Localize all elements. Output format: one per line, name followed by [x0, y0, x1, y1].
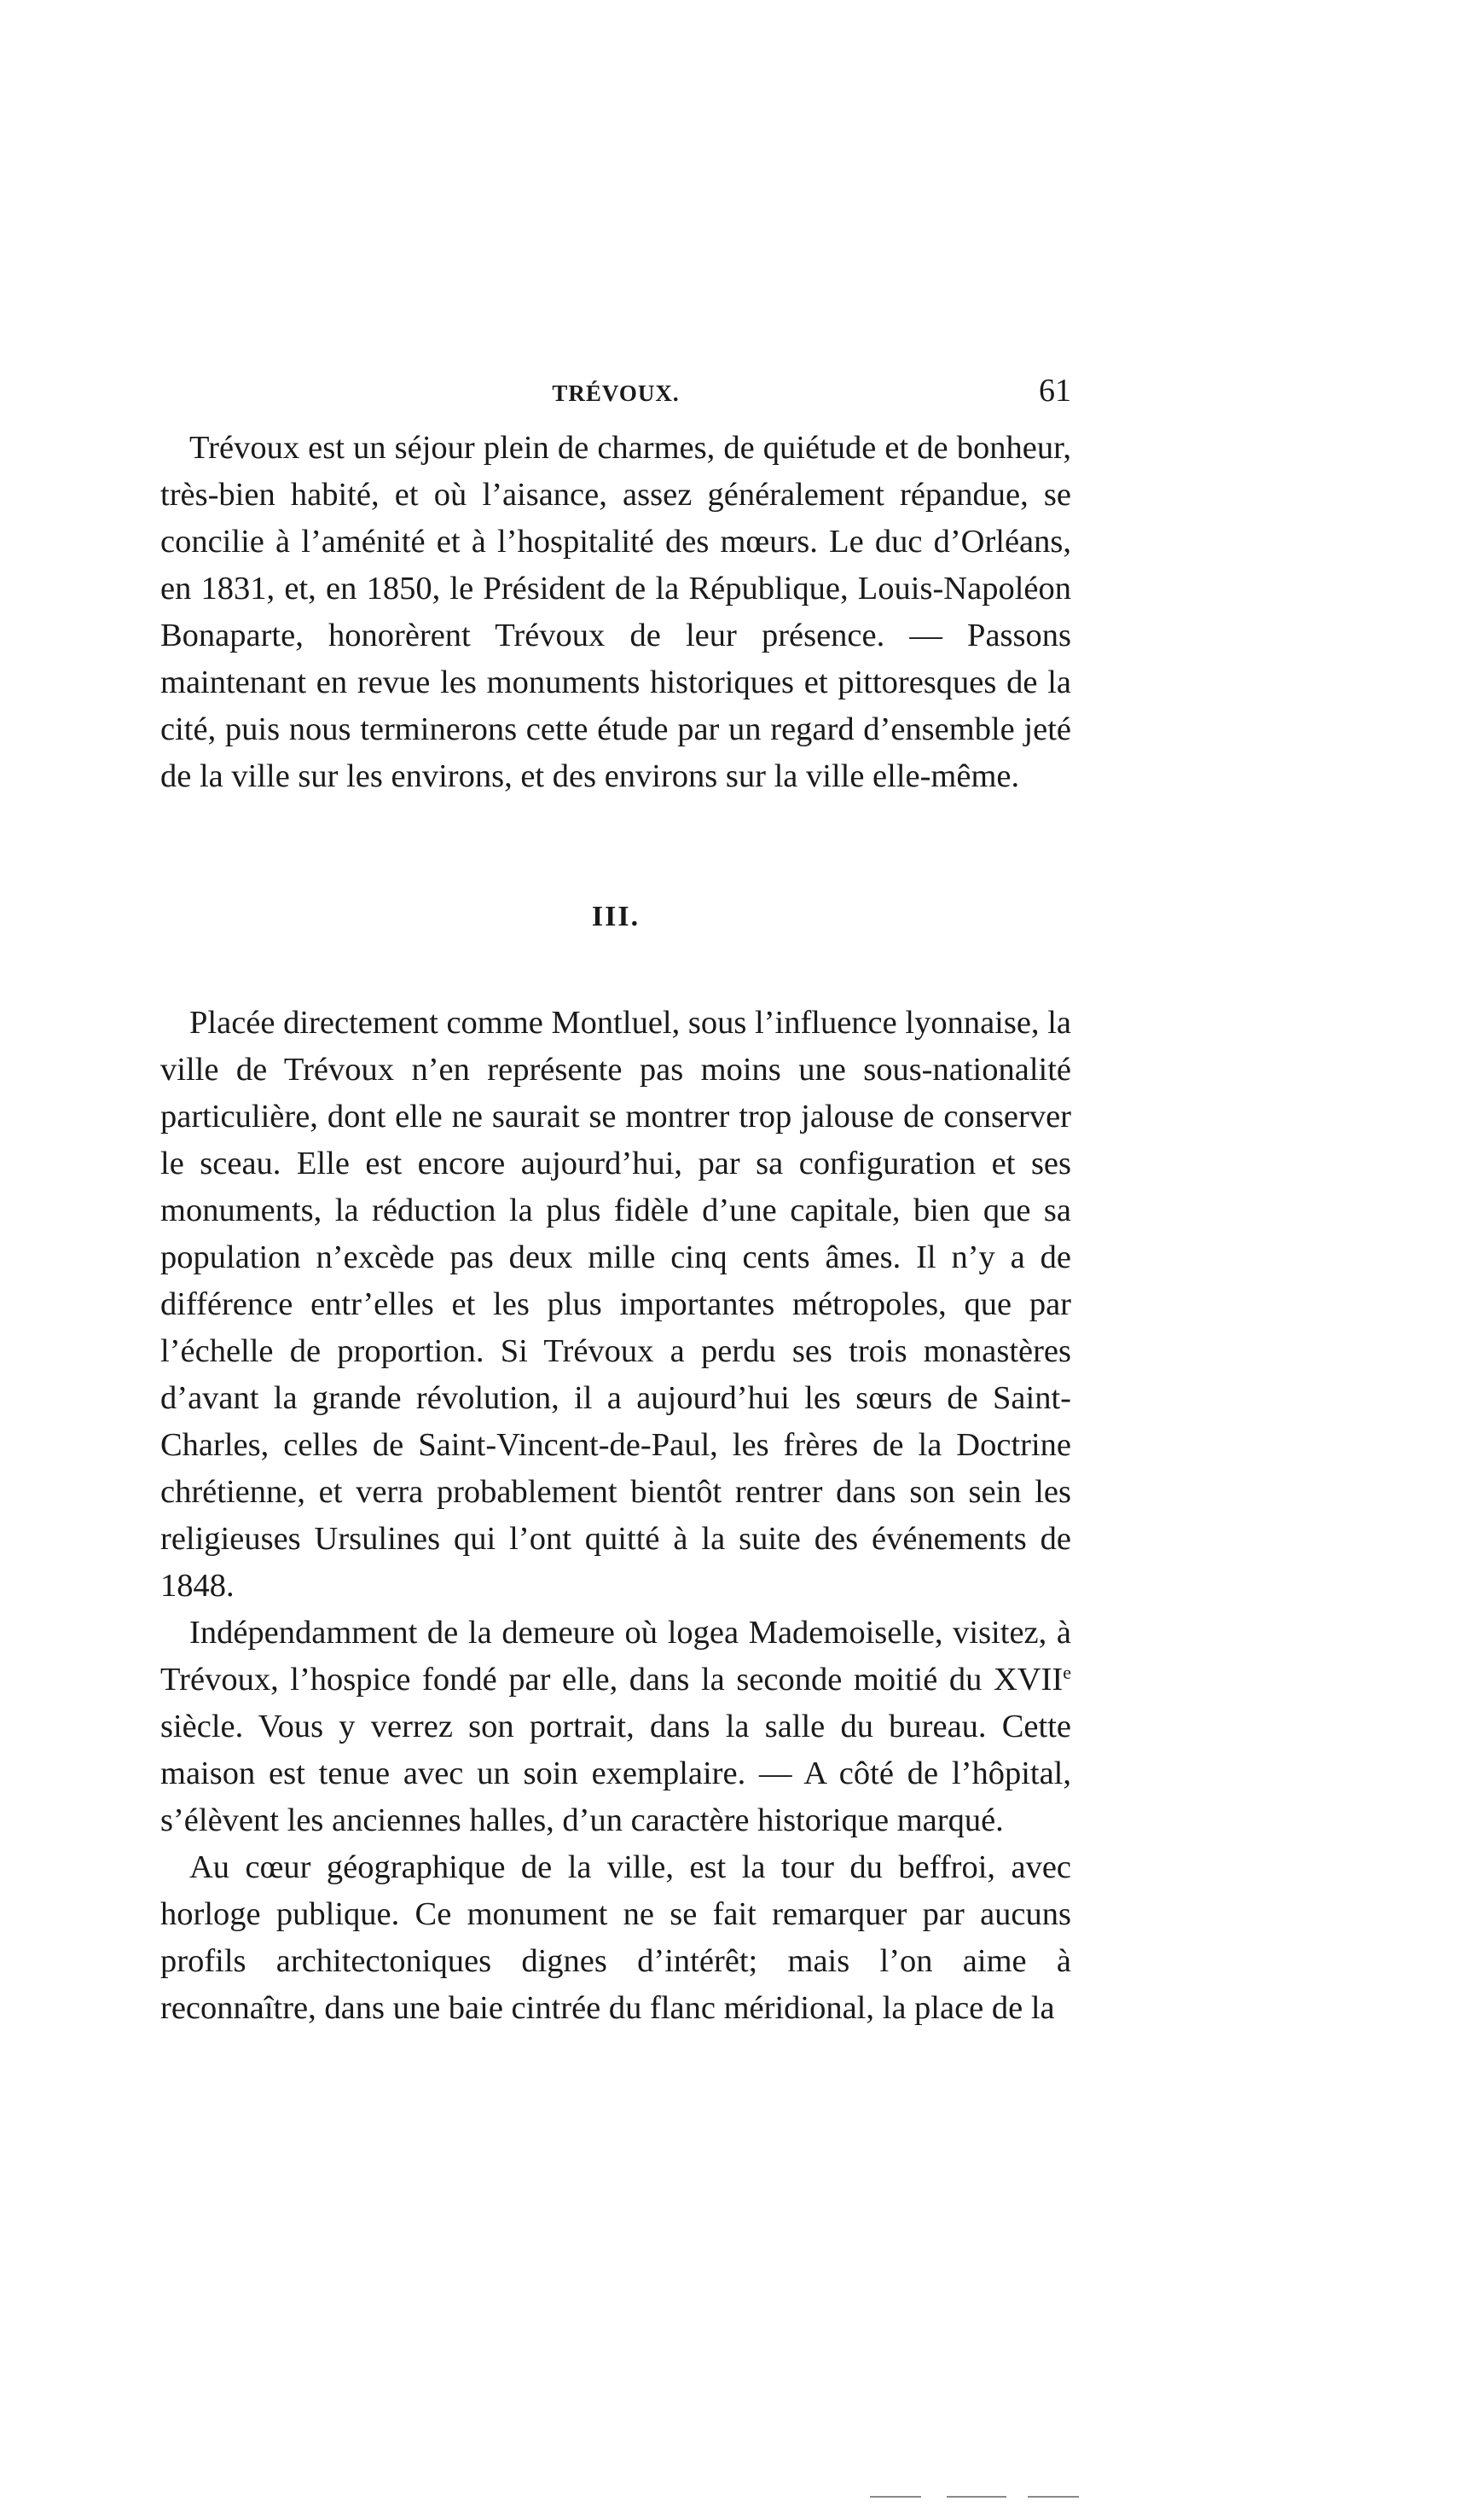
paragraph-text: Indépendamment de la demeure où logea Mademoiselle, visitez, à Trévoux, l’hospice fondé par elle, dans la seconde moitié du — [160, 1615, 1071, 1698]
page-header — [160, 369, 1071, 420]
paragraph-text: siècle. Vous y verrez son portrait, dans la salle du bureau. Cette maison est tenue avec un soin exemplaire. — A côté de l’hôpital, s’élèvent les anciennes halles, d’un caractère historique marqué. — [160, 1709, 1071, 1838]
paragraph-belfry: Au cœur géographique de la ville, est la tour du beffroi, avec horloge publique. Ce monument ne se fait remarquer par aucuns profils architectoniques dignes d’intérêt; mais l’on aime à reconnaître, dans une baie cintrée du flanc méridional, la place de la — [160, 1849, 1071, 2026]
paragraph: Trévoux est un séjour plein de charmes, de quiétude et de bonheur, très-bien habité, et où l’aisance, assez généralement répandue, se concilie à l’aménité et à l’hospitalité des mœurs. Le duc d’Orléans, en 1831, et, en 1850, le Président de la République, Louis-Napoléon Bonaparte, honorèrent Trévoux de leur présence. — Passons maintenant en revue les monuments historiques et pittoresques de la cité, puis nous terminerons cette étude par un regard d’ensemble jeté de la ville sur les environs, et des environs sur la ville elle-même. — [160, 430, 1071, 794]
section-heading: III. — [591, 901, 641, 932]
paragraph-hospice — [160, 1610, 1071, 1844]
text-block-section-3 — [160, 1000, 1071, 2032]
footer-rule — [947, 2496, 1006, 2498]
footer-rule — [1028, 2496, 1079, 2498]
century-superscript: e — [1063, 1662, 1071, 1683]
running-title: TRÉVOUX. — [552, 380, 680, 406]
century-numeral: XVII — [993, 1662, 1064, 1698]
page-number: 61 — [1039, 373, 1071, 409]
text-block-intro — [160, 425, 1071, 800]
paragraph: Placée directement comme Montluel, sous l’influence lyonnaise, la ville de Trévoux n’en représente pas moins une sous-nationalité particulière, dont elle ne saurait se montrer trop jalouse de conserver le sceau. Elle est encore aujourd’hui, par sa configuration et ses monuments, la réduction la plus fidèle d’une capitale, bien que sa population n’excède pas deux mille cinq cents âmes. Il n’y a de différence entr’elles et les plus importantes métropoles, que par l’échelle de proportion. Si Trévoux a perdu ses trois monastères d’avant la grande révolution, il a aujourd’hui les sœurs de Saint-Charles, celles de Saint-Vincent-de-Paul, les frères de la Doctrine chrétienne, et verra probablement bientôt rentrer dans son sein les religieuses Ursulines qui l’ont quitté à la suite des événements de 1848. — [160, 1005, 1071, 1604]
footer-rule — [870, 2496, 921, 2498]
